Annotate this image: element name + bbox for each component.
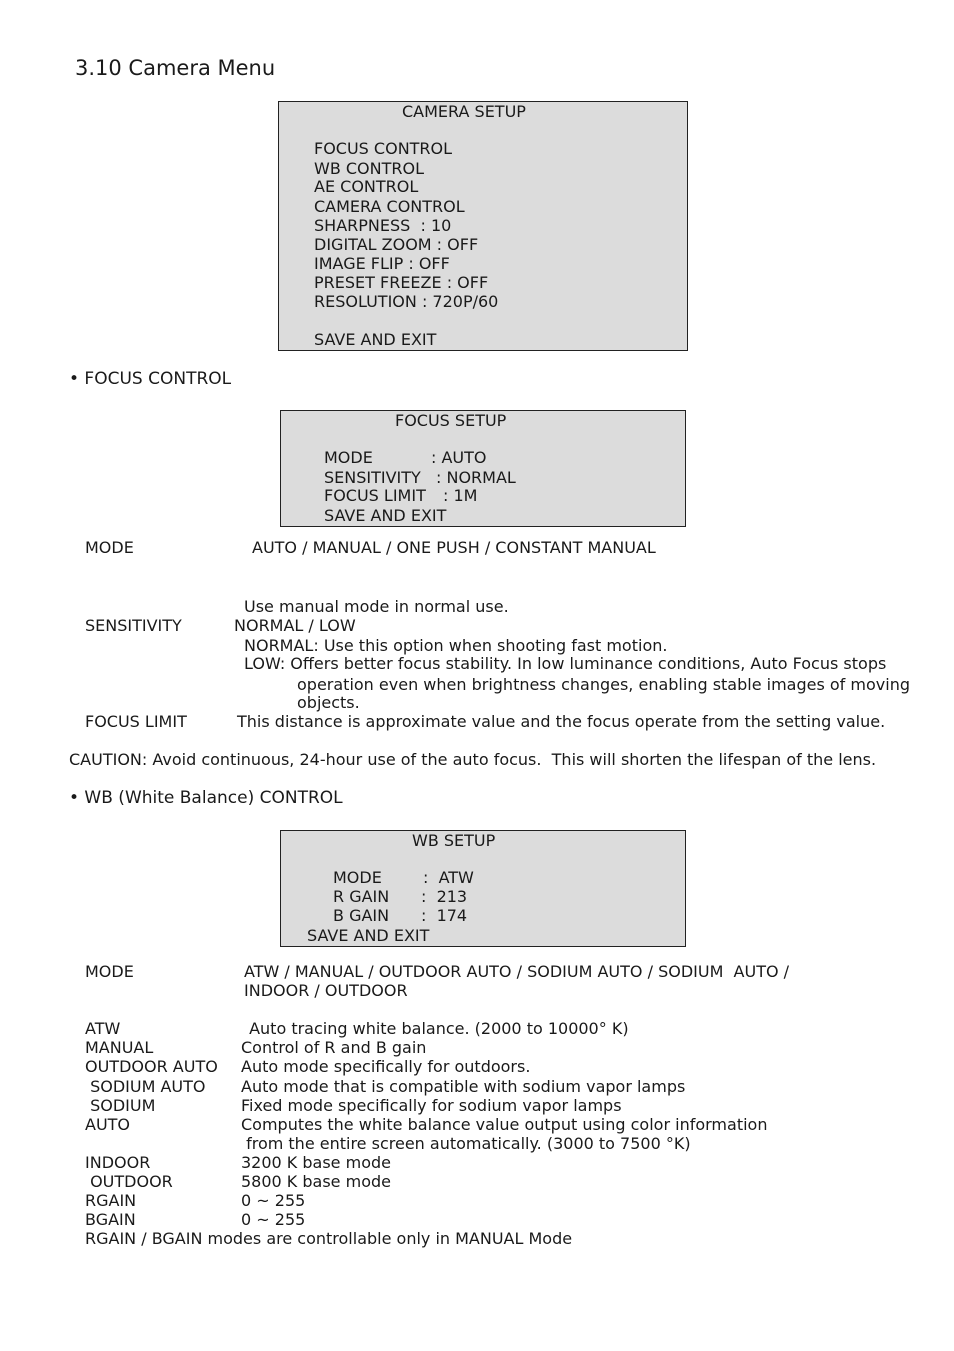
focus-mode-term: MODE — [85, 538, 134, 557]
wb-footer-note: RGAIN / BGAIN modes are controllable only in MANUAL Mode — [85, 1229, 573, 1248]
wb-desc-auto-cont: from the entire screen automatically. (3000 to 7500 °K) — [241, 1134, 691, 1153]
wb-save-and-exit[interactable]: SAVE AND EXIT — [307, 926, 430, 945]
focus-save-and-exit[interactable]: SAVE AND EXIT — [324, 506, 447, 525]
focus-limit-desc: This distance is approximate value and the focus operate from the setting value. — [237, 712, 886, 731]
focus-mode-desc: AUTO / MANUAL / ONE PUSH / CONSTANT MANUAL — [252, 538, 656, 557]
wb-desc-auto: Computes the white balance value output using color information — [241, 1115, 768, 1134]
focus-control-heading: • FOCUS CONTROL — [69, 369, 232, 389]
wb-term-bgain: BGAIN — [85, 1210, 136, 1229]
wb-mode-desc-2: INDOOR / OUTDOOR — [244, 981, 408, 1000]
wb-term-atw: ATW — [85, 1019, 121, 1038]
section-title: 3.10 Camera Menu — [75, 56, 276, 80]
wb-bgain-value: : 174 — [421, 906, 468, 925]
focus-sensitivity-term: SENSITIVITY — [85, 616, 182, 635]
focus-normal-desc: NORMAL: Use this option when shooting fast motion. — [244, 636, 668, 655]
focus-low-desc-3: objects. — [297, 693, 360, 712]
wb-control-heading: • WB (White Balance) CONTROL — [69, 788, 343, 808]
wb-desc-rgain: 0 ~ 255 — [241, 1191, 306, 1210]
focus-limit-term: FOCUS LIMIT — [85, 712, 187, 731]
menu-item-sharpness[interactable]: SHARPNESS : 10 — [314, 216, 452, 235]
wb-desc-outdoor-auto: Auto mode specifically for outdoors. — [241, 1057, 531, 1076]
wb-desc-sodium: Fixed mode specifically for sodium vapor lamps — [241, 1096, 622, 1115]
wb-term-indoor: INDOOR — [85, 1153, 151, 1172]
menu-item-preset-freeze[interactable]: PRESET FREEZE : OFF — [314, 273, 489, 292]
menu-item-focus-control[interactable]: FOCUS CONTROL — [314, 139, 453, 158]
focus-caution: CAUTION: Avoid continuous, 24-hour use of the auto focus. This will shorten the lifespan of the lens. — [69, 750, 877, 769]
wb-mode-desc-1: ATW / MANUAL / OUTDOOR AUTO / SODIUM AUTO / SODIUM AUTO / — [244, 962, 790, 981]
wb-term-outdoor-auto: OUTDOOR AUTO — [85, 1057, 218, 1076]
wb-desc-sodium-auto: Auto mode that is compatible with sodium vapor lamps — [241, 1077, 686, 1096]
camera-setup-title: CAMERA SETUP — [402, 102, 526, 121]
wb-desc-indoor: 3200 K base mode — [241, 1153, 391, 1172]
wb-rgain-label[interactable]: R GAIN — [333, 887, 390, 906]
menu-item-resolution[interactable]: RESOLUTION : 720P/60 — [314, 292, 499, 311]
menu-item-save-and-exit[interactable]: SAVE AND EXIT — [314, 330, 437, 349]
wb-term-outdoor: OUTDOOR — [85, 1172, 173, 1191]
focus-limit-value: : 1M — [443, 486, 478, 505]
menu-item-camera-control[interactable]: CAMERA CONTROL — [314, 197, 465, 216]
focus-mode-value: : AUTO — [431, 448, 487, 467]
camera-setup-menu — [278, 101, 688, 351]
wb-term-sodium-auto: SODIUM AUTO — [85, 1077, 206, 1096]
wb-rgain-value: : 213 — [421, 887, 468, 906]
wb-term-auto: AUTO — [85, 1115, 131, 1134]
focus-setup-title: FOCUS SETUP — [395, 411, 507, 430]
wb-term-manual: MANUAL — [85, 1038, 154, 1057]
focus-mode-label[interactable]: MODE — [324, 448, 373, 467]
wb-desc-atw: Auto tracing white balance. (2000 to 10000° K) — [244, 1019, 629, 1038]
wb-mode-value: : ATW — [423, 868, 474, 887]
focus-sensitivity-value: : NORMAL — [436, 468, 516, 487]
wb-mode-term: MODE — [85, 962, 134, 981]
wb-desc-manual: Control of R and B gain — [241, 1038, 427, 1057]
focus-low-desc-2: operation even when brightness changes, enabling stable images of moving — [297, 675, 910, 694]
focus-sensitivity-desc: NORMAL / LOW — [234, 616, 356, 635]
wb-mode-label[interactable]: MODE — [333, 868, 382, 887]
focus-limit-label[interactable]: FOCUS LIMIT — [324, 486, 426, 505]
wb-setup-menu — [280, 830, 686, 947]
focus-setup-menu — [280, 410, 686, 527]
wb-setup-title: WB SETUP — [412, 831, 496, 850]
menu-item-digital-zoom[interactable]: DIGITAL ZOOM : OFF — [314, 235, 479, 254]
menu-item-wb-control[interactable]: WB CONTROL — [314, 159, 425, 178]
wb-term-rgain: RGAIN — [85, 1191, 137, 1210]
menu-item-ae-control[interactable]: AE CONTROL — [314, 177, 419, 196]
wb-bgain-label[interactable]: B GAIN — [333, 906, 390, 925]
wb-desc-outdoor: 5800 K base mode — [241, 1172, 391, 1191]
focus-manual-note: Use manual mode in normal use. — [244, 597, 509, 616]
wb-term-sodium: SODIUM — [85, 1096, 156, 1115]
focus-low-desc-1: LOW: Offers better focus stability. In low luminance conditions, Auto Focus stops — [244, 654, 887, 673]
wb-desc-bgain: 0 ~ 255 — [241, 1210, 306, 1229]
menu-item-image-flip[interactable]: IMAGE FLIP : OFF — [314, 254, 450, 273]
focus-sensitivity-label[interactable]: SENSITIVITY — [324, 468, 421, 487]
